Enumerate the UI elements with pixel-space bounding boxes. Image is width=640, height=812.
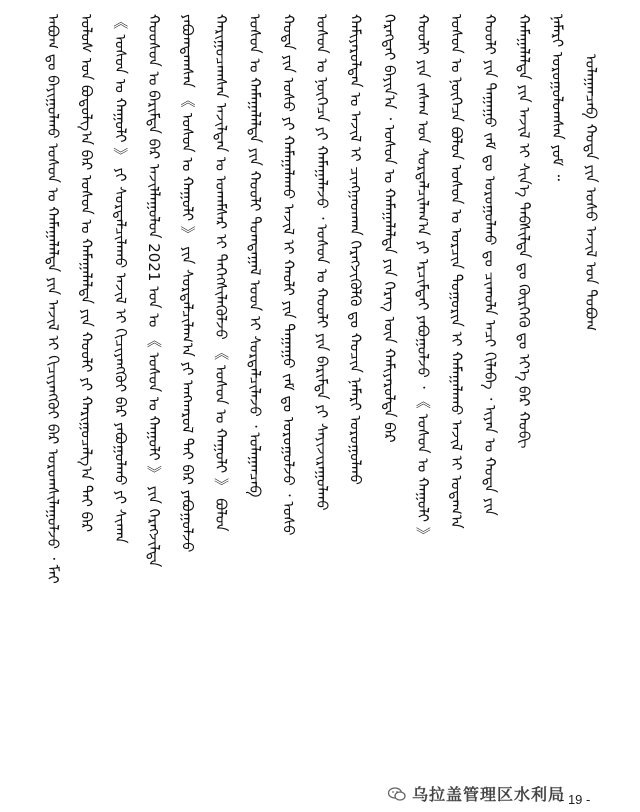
text-column [513,14,535,796]
text-column [345,14,367,796]
text-line: ᠬᠤᠲᠠ ᠶᠢᠨ ᠤᠰᠤ ᠶᠢ ᠬᠠᠮᠠᠭᠠᠯᠠᠬᠤ ᠠᠵᠢᠯ ᠢ ᠬᠠᠤᠯᠢ ᠶᠢᠨ ᠳᠠᠭᠠᠭᠤ ᠵᠠᠮ ᠳᠤ ᠣᠷᠤᠭᠤᠯᠵᠤ ᠂ ᠤᠰᠤ [279,14,298,536]
text-line: ᠤᠯᠤᠰ ᠤᠨ ᠪᠣᠳᠣᠯᠭ᠎ᠠ ᠪᠠᠷ ᠤᠰᠤᠨ ᠤ ᠬᠠᠮᠠᠭᠠᠯᠠᠯᠲᠠ ᠶᠢᠨ ᠬᠤᠤᠯᠢ ᠶᠢ ᠬᠠᠷᠢᠭᠤᠴᠠᠯᠭ᠎ᠠ ᠲᠠᠢ ᠪᠠᠷ [77,14,96,533]
text-line: ᠤᠰᠤᠨ ᠤ ᠬᠠᠮᠠᠭᠠᠯᠠᠯᠲᠠ ᠶᠢᠨ ᠬᠤᠤᠯᠢ ᠲᠣᠭᠲᠠᠭᠠᠯ ᠤᠳ ᠢ ᠰᠤᠷᠲᠠᠯᠴᠢᠯᠠᠵᠤ ᠂ ᠤᠯᠠᠭᠠᠨᠴᠠᠪ [245,14,264,498]
text-line: ᠬᠣᠣᠰᠤᠨ ᠤ ᠪᠠᠷᠢᠮᠲᠠ ᠪᠠᠷ ᠠᠵᠢᠯᠯᠠᠭᠤᠯᠤᠨ 2021 ᠣᠨ ᠤ 《 ᠤᠰᠤᠨ ᠤ ᠬᠠᠭᠤᠯᠢ 》 ᠶᠢᠨ ᠬᠡᠷᠡᠭᠵᠢᠯᠲᠡ [144,14,163,568]
text-line: ᠬᠠᠷᠢᠭᠤᠴᠠᠭᠰᠠᠨ ᠠᠵᠢᠯᠲᠠᠨ ᠤ ᠤᠬᠠᠮᠰᠠᠷ ᠢ ᠳᠡᠭᠡᠭᠰᠢᠯᠡᠭᠦᠯᠵᠦ 《 ᠤᠰᠤᠨ ᠤ ᠬᠠᠭᠤᠯᠢ 》 ᠪᠣᠯᠣᠨ [212,14,231,532]
text-line: ᠬᠡᠷᠡᠭᠲᠡᠢ ᠪᠠᠶᠢᠨ᠎ᠠ ᠂ ᠤᠰᠤᠨ ᠤ ᠬᠠᠮᠠᠭᠠᠯᠠᠯᠲᠠ ᠶᠢᠨ ᠬᠡᠷᠡᠭ ᠦᠨ ᠬᠠᠮᠢᠶᠠᠷᠤᠯᠲᠠ ᠪᠠᠷ [380,14,399,443]
text-line: ᠶᠠᠪᠤᠭᠳᠠᠭᠰᠠᠨ 《 ᠤᠰᠤᠨ ᠤ ᠬᠠᠭᠤᠯᠢ 》 ᠶᠢᠨ ᠰᠤᠷᠲᠠᠯᠴᠢᠯᠠᠭ᠎ᠠ ᠶᠢ ᠠᠩᠬᠠᠷᠤᠯ ᠲᠠᠢ ᠪᠡᠷ ᠶᠠᠪᠤᠭᠤᠯᠵᠤ [178,14,197,553]
text-line: ᠤᠰᠤᠨ ᠤ ᠨᠥᠭᠡᠴᠡ ᠪᠣᠯᠤᠨ ᠤᠰᠤᠨ ᠤ ᠣᠷᠴᠢᠨ ᠲᠣᠭᠣᠷᠢᠨ ᠢ ᠬᠠᠮᠠᠭᠠᠯᠠᠬᠤ ᠠᠵᠢᠯ ᠢ ᠤᠳᠠᠭ᠎ᠠ [447,14,466,529]
text-column [446,14,468,796]
text-column [76,14,98,796]
text-line: ᠬᠠᠮᠠᠭᠠᠯᠠᠯᠲᠠ ᠶᠢᠨ ᠠᠵᠢᠯ ᠢ ᠰᠢᠨ᠎ᠡ ᠳᠡᠪᠰᠢᠯᠲᠡ ᠳᠤ ᠬᠦᠷᠭᠡᠬᠦ ᠳᠤ ᠡᠶ᠎ᠡ ᠪᠠᠷ ᠬᠤᠪᠢ [514,14,533,449]
page-number: - 19 - [560,792,591,807]
text-column [378,14,400,796]
text-line: ᠠᠪᠤᠭ ᠳᠤ ᠪᠠᠶᠢᠭᠤᠯᠬᠤ ᠤᠰᠤᠨ ᠤ ᠬᠠᠮᠠᠭᠠᠯᠠᠯᠲᠠ ᠶᠢᠨ ᠠᠵᠢᠯ ᠢ ᠬᠢᠴᠢᠶᠡᠩᠭᠦᠢ ᠪᠡᠷ ᠤᠷᠤᠭᠰᠢᠯᠠᠭᠤᠯᠵᠤ ᠂ ᠮᠠᠢ [44,14,62,584]
text-line: 《 ᠤᠰᠤᠨ ᠤ ᠬᠠᠭᠤᠯᠢ 》 ᠶᠢ ᠰᠤᠷᠲᠠᠯᠴᠢᠯᠠᠬᠤ ᠠᠵᠢᠯ ᠢ ᠬᠢᠴᠢᠶᠡᠩᠭᠦᠢ ᠪᠡᠷ ᠶᠠᠪᠤᠭᠤᠯᠬᠤ ᠶᠢ ᠰᠢᠬᠠᠨ [111,14,130,544]
wechat-icon [388,787,406,801]
text-column [277,14,299,796]
watermark [388,782,565,805]
text-column [479,14,501,796]
signature-line: ᠤᠯᠠᠭᠠᠨᠴᠠᠪ ᠬᠤᠲᠠ ᠶᠢᠨ ᠤᠰᠤ ᠠᠵᠢᠯ ᠤᠨ ᠲᠤᠪᠣᠭ [582,54,600,332]
watermark-text: 乌拉盖管理区水利局 [412,785,566,804]
text-column [311,14,333,796]
text-line: ᠤᠰᠤᠨ ᠤ ᠨᠥᠭᠡᠴᠡ ᠶᠢ ᠬᠠᠮᠠᠭᠠᠯᠠᠵᠤ ᠂ ᠤᠰᠤᠨ ᠤ ᠬᠤᠤᠯᠢ ᠶᠢᠨ ᠪᠠᠷᠢᠮᠲᠠ ᠶᠢ ᠰᠠᠶᠢᠵᠢᠷᠠᠭᠤᠯᠬᠤ [313,14,331,511]
text-line: ᠬᠠᠮᠢᠶᠠᠷᠤᠯᠲᠠᠨ ᠤ ᠠᠵᠢᠯ ᠢ ᠴᠢᠩᠭᠠᠳᠬᠠᠨ ᠬᠡᠷᠡᠭᠵᠢᠭᠦᠯᠬᠦ ᠳᠤ ᠬᠤᠴᠢᠨ ᠨᠡᠮᠡᠷᠢ ᠣᠷᠤᠭᠤᠯᠬᠤ [346,14,365,485]
text-column [177,14,199,796]
text-line: ᠬᠤᠤᠯᠢ ᠶᠢᠨ ᠳᠠᠭᠠᠭᠤ ᠵᠠᠮ ᠳᠤ ᠣᠷᠤᠭᠤᠯᠬᠤ ᠳᠤ ᠴᠢᠬᠤᠯᠠ ᠠᠴᠢ ᠬᠢᠯᠡᠪᠡ ᠂ ᠢᠶᠡᠨ ᠤ ᠬᠤᠲᠠ ᠶᠢᠨ [481,14,500,516]
mongolian-text-columns [42,14,602,796]
text-column-last [546,14,568,796]
text-column [109,14,131,796]
text-column [244,14,266,796]
text-column [412,14,434,796]
text-column [143,14,165,796]
signature-column [580,14,602,796]
text-column [42,14,64,796]
text-line: ᠨᠡᠮᠡᠷᠢ ᠣᠷᠤᠭᠤᠯᠤᠭᠰᠠᠨ ᠶᠤᠮ ᠃ [548,14,567,181]
text-line: ᠬᠤᠤᠯᠢ ᠶᠢᠨ ᠵᠠᠰᠠᠭ ᠤᠨ ᠰᠤᠷᠲᠠᠯᠴᠢᠯᠠᠭ᠎ᠠ ᠶᠢ ᠡᠷᠴᠢᠮᠲᠡᠢ ᠶᠠᠪᠤᠭᠤᠯᠵᠤ ᠂ 《 ᠤᠰᠤᠨ ᠤ ᠬᠠᠭᠤᠯᠢ 》 [413,14,432,543]
text-column [210,14,232,796]
